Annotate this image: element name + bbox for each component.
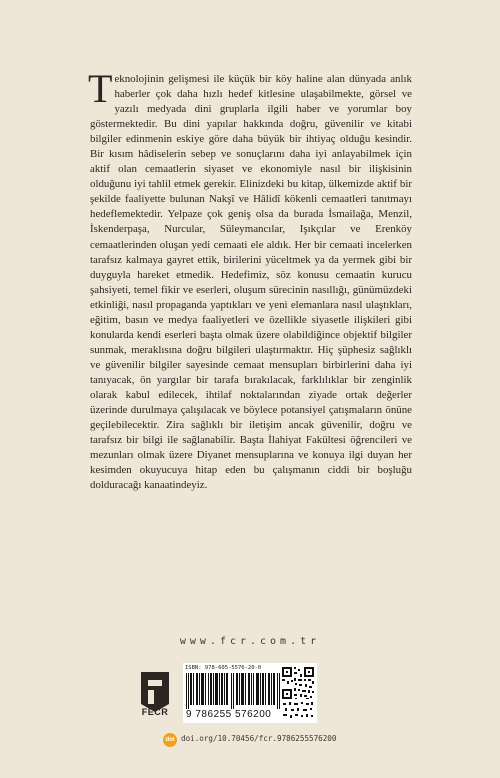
- doi-link[interactable]: doi.org/10.70456/fcr.9786255576200: [181, 734, 337, 743]
- publisher-website: www.fcr.com.tr: [179, 636, 321, 647]
- fecr-logo-icon: [135, 668, 175, 728]
- blurb-paragraph: [88, 66, 412, 493]
- qr-code-icon: [281, 665, 315, 721]
- isbn-label: ISBN: 978-605-5576-20-0: [185, 665, 262, 671]
- publisher-name: FECR: [141, 707, 169, 717]
- blurb-text: eknolojinin gelişmesi ile küçük bir köy haline alan dünyada anlık haberler çok daha hızlı hedef kitlesine ulaşabilmekte, görsel ve yazılı medyada dini gruplarla ilgili haber ve yorumlar boy göstermektedir. Bu dini yapılar hakkında doğru, güvenilir ve kitabi bilgiler edinmenin eskiye göre daha büyük bir ihtiyaç olduğu kesindir. Bir kısım hâdiselerin sebep ve sonuçlarını daha iyi anlayabilmek için aktif olan cemaatlerin siyaset ve ekonomiyle nasıl bir ilişkisinin olduğunu iyi tahlil etmek gerekir. Elinizdeki bu kitap, ülkemizde aktif bir şekilde faaliyette bulunan Nakşî ve Hâlidî kökenli cemaatleri tanıtmayı hedeflemektedir. Yelpaze çok geniş olsa da burada İsmailağa, Menzil, İskenderpaşa, Nurcular, Süleymancılar, Işıkçılar ve Erenköy cemaatlerinden oluşan yedi cemaati ele aldık. Her bir cemaati incelerken tarafsız kalmaya gayret ettik, birilerini yüceltmek ya da yermek gibi bir duyguyla hareket etmedik. Hedefimiz, söz konusu cemaatin kurucu şahsiyeti, temel fikir ve eserleri, oluşum sürecinin nasıllığı, günümüzdeki etkinliği, nasıl propaganda yaptıkları ve yeni elemanlara nasıl ulaştıkları, eğitim, basın ve medya faaliyetleri ve özellikle siyasetle ilişkileri gibi konularda kendi eserleri başta olmak üzere olabildiğince objektif bilgiler sunmak, meraklısına doğru bilgileri ulaştırmaktır. Hiç şüphesiz sağlıklı ve güvenilir bilgiler sayesinde cemaat mensupları birbirlerini daha iyi tanıyacak, ön yargılar bir tarafa bırakılacak, farklılıklar bir zenginlik olarak kabul edilecek, ihtilaf noktalarından ziyade ortak değerler üzerinde durulmaya çalışılacak ve böylece potansiyel çatışmaların önüne geçilebilecektir. Zira sağlıklı bir iletişim ancak güvenilir, doğru ve tarafsız bir bilgi ile sağlanabilir. Başta İlahiyat Fakültesi öğrencileri ve mezunları olmak üzere Diyanet mensuplarına ve konuya ilgi duyan her kesimden okuyucuya hitap eden bu çalışmanın ciddi bir boşluğu dolduracağı kanaatindeyiz.: [90, 73, 412, 492]
- doi-row: [163, 733, 403, 747]
- back-cover-blurb: [88, 66, 412, 493]
- drop-cap: T: [88, 66, 113, 111]
- isbn-digits: 9 786255 576200: [186, 709, 272, 720]
- barcode-icon: [186, 673, 280, 709]
- doi-icon: doi: [163, 733, 177, 747]
